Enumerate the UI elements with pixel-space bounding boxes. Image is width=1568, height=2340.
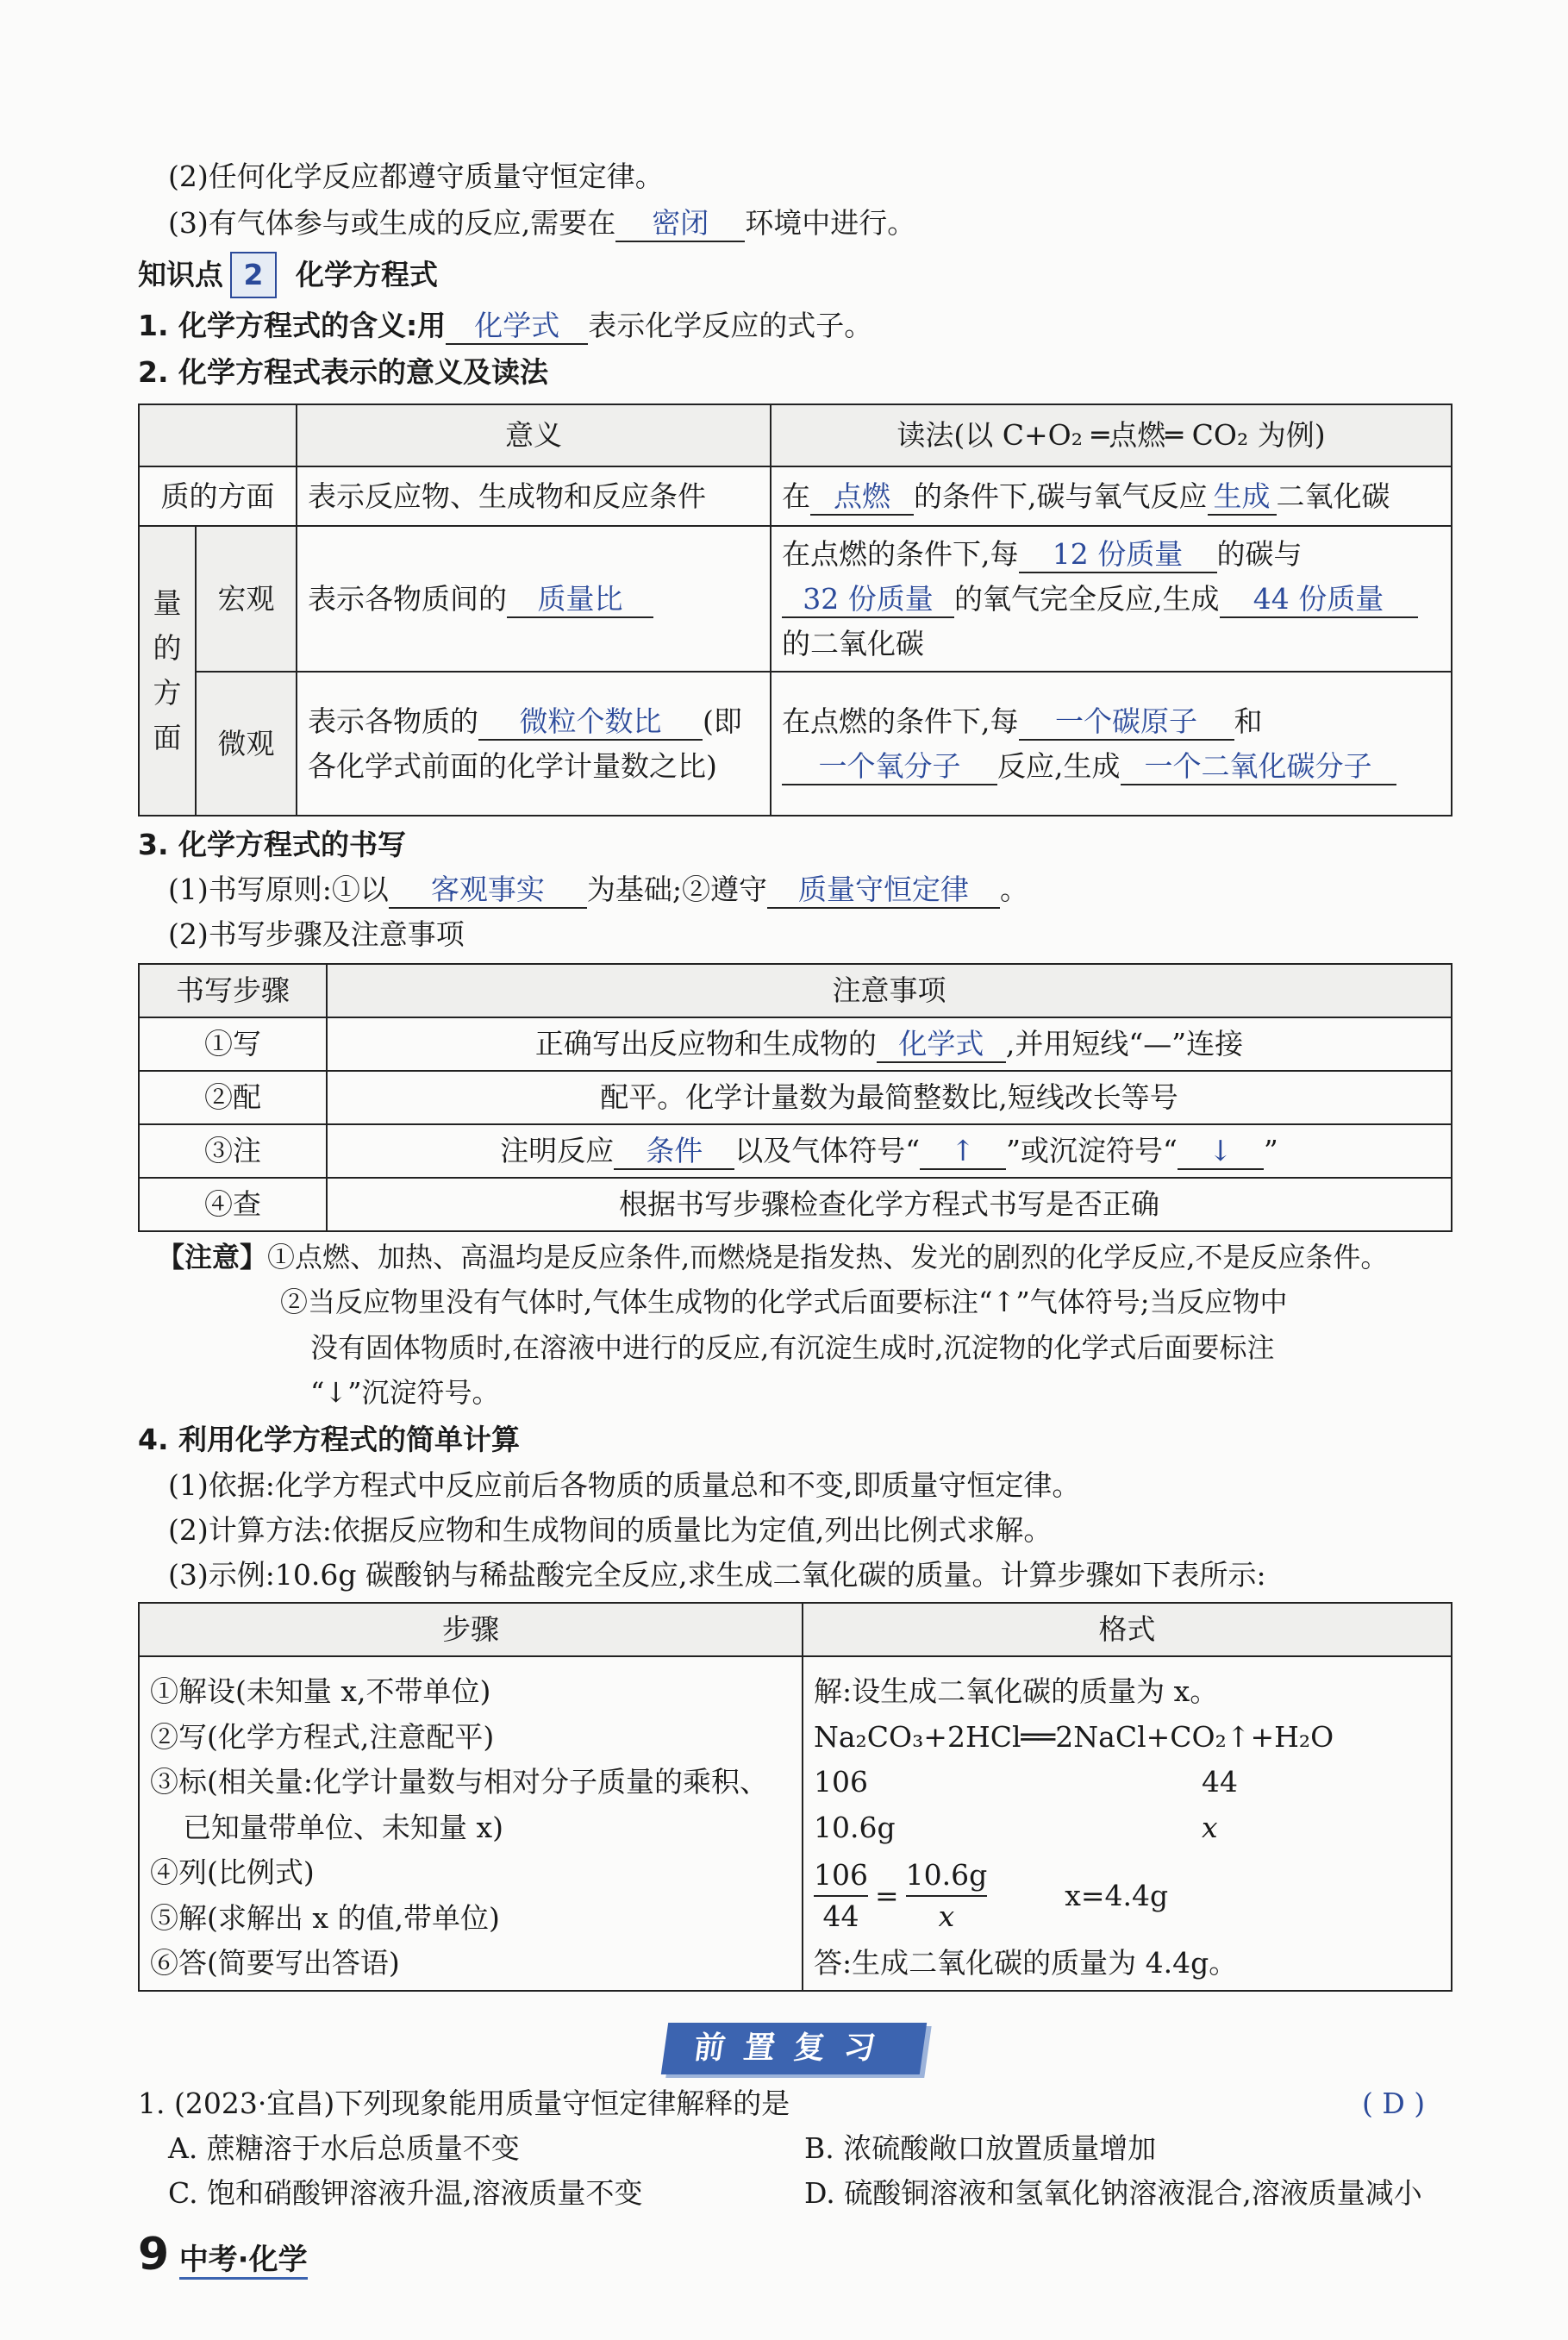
text: 的条件下,碳与氧气反应: [914, 479, 1208, 513]
answer-blank: 化学式: [446, 309, 588, 345]
chemical-equation: Na₂CO₃+2HCl══2NaCl+CO₂↑+H₂O: [814, 1719, 1334, 1754]
kp-number: 2: [230, 252, 277, 298]
answer-blank: 一个氧分子: [782, 749, 997, 785]
step-cell: ②配: [139, 1071, 327, 1124]
text: 。: [1000, 873, 1028, 906]
option-d[interactable]: D. 硫酸铜溶液和氢氧化钠溶液混合,溶液质量减小: [804, 2176, 1422, 2210]
mass-na2co3: 106: [814, 1765, 868, 1799]
step-item: ①解设(未知量 x,不带单位): [150, 1674, 491, 1708]
header-notes: 注意事项: [327, 964, 1452, 1017]
answer-blank: 质量守恒定律: [767, 873, 1000, 909]
text: 在点燃的条件下,每: [782, 704, 1019, 738]
header-format: 格式: [803, 1603, 1452, 1656]
known-row: [814, 1805, 1440, 1851]
header-step: 书写步骤: [139, 964, 327, 1017]
page-number: 9: [138, 2229, 170, 2281]
answer-blank: ↓: [1178, 1134, 1264, 1170]
step-item: ④列(比例式): [150, 1855, 315, 1889]
text: (1)书写原则:①以: [168, 873, 389, 906]
steps-cell: [139, 1656, 803, 1991]
answer-blank: ↑: [920, 1134, 1006, 1170]
note-label: 【注意】: [157, 1241, 268, 1273]
note-cell: [327, 1017, 1452, 1071]
question-1-answer: ( D ): [1362, 2087, 1426, 2120]
question-1-stem: 1. (2023·宜昌)下列现象能用质量守恒定律解释的是: [138, 2087, 790, 2120]
section-3-title: 3. 化学方程式的书写: [138, 828, 406, 861]
writing-steps-table: [138, 963, 1452, 1232]
step-item: ③标(相关量:化学计量数与相对分子质量的乘积、已知量带单位、未知量 x): [150, 1765, 768, 1844]
unknown-x: x: [1202, 1810, 1218, 1844]
section-2-title: 2. 化学方程式表示的意义及读法: [138, 355, 548, 389]
note-line-4: “↓”沉淀符号。: [310, 1376, 500, 1409]
book-title: 中考·化学: [179, 2243, 308, 2280]
section-banner: 前置复习: [661, 2023, 927, 2074]
text: 为基础;②遵守: [586, 873, 767, 906]
answer-blank: 密闭: [615, 206, 745, 242]
micro-meaning: [297, 672, 771, 816]
text: ①点燃、加热、高温均是反应条件,而燃烧是指发热、发光的剧烈的化学反应,不是反应条件。: [267, 1241, 1389, 1273]
calculation-table: [138, 1602, 1452, 1992]
quality-meaning: 表示反应物、生成物和反应条件: [297, 466, 771, 526]
answer-blank: 一个碳原子: [1019, 704, 1234, 741]
step-cell: ④查: [139, 1178, 327, 1231]
kp-label: 知识点: [138, 258, 223, 291]
text: 二氧化碳: [1276, 479, 1390, 513]
equation-meaning-table: [138, 404, 1452, 816]
text: ”: [1263, 1134, 1278, 1167]
knowledge-point-heading: [138, 252, 438, 298]
solution-setup: 解:设生成二氧化碳的质量为 x。: [814, 1674, 1219, 1708]
text: 的二氧化碳: [782, 626, 924, 660]
answer-blank: 一个二氧化碳分子: [1121, 749, 1396, 785]
answer-blank: 客观事实: [389, 873, 587, 909]
numerator: 106: [814, 1855, 868, 1897]
note-cell: [327, 1124, 1452, 1178]
fraction-2: [906, 1855, 988, 1936]
step-cell: ①写: [139, 1017, 327, 1071]
text: 表示各物质间的: [308, 581, 507, 616]
text: 在: [782, 479, 810, 513]
text: (即各化学式前面的化学计量数之比): [308, 704, 742, 783]
known-mass: 10.6g: [814, 1810, 896, 1844]
row-label-quantity: 量的方面: [139, 526, 196, 816]
answer-blank: 化学式: [877, 1027, 1006, 1063]
answer-blank: 32 份质量: [782, 582, 954, 618]
text: 反应,生成: [997, 748, 1121, 783]
note-cell: 配平。化学计量数为最简整数比,短线改长等号: [327, 1071, 1452, 1124]
header-reading: 读法(以 C+O₂ ═点燃═ CO₂ 为例): [771, 404, 1452, 466]
macro-reading: [771, 526, 1452, 672]
option-a[interactable]: A. 蔗糖溶于水后总质量不变: [168, 2131, 520, 2165]
corner-cell: [139, 404, 297, 466]
answer-blank: 微粒个数比: [478, 704, 703, 741]
answer-blank: 44 份质量: [1220, 582, 1418, 618]
intro-line-3: [168, 203, 915, 243]
text: 的氧气完全反应,生成: [954, 581, 1220, 616]
note-line-1: [157, 1237, 1388, 1277]
text: 1. 化学方程式的含义:用: [138, 309, 447, 342]
section-4-title: 4. 利用化学方程式的简单计算: [138, 1423, 520, 1456]
row-label-quality: 质的方面: [139, 466, 297, 526]
macro-meaning: [297, 526, 771, 672]
text: 的碳与: [1216, 536, 1303, 571]
page-footer: [138, 2229, 308, 2281]
step-item: ⑤解(求解出 x 的值,带单位): [150, 1900, 500, 1935]
text: 正确写出反应物和生成物的: [534, 1027, 877, 1061]
text: ,并用短线“—”连接: [1005, 1027, 1244, 1061]
calc-basis: (1)依据:化学方程式中反应前后各物质的质量总和不变,即质量守恒定律。: [168, 1468, 1081, 1502]
answer-blank: 生成: [1208, 479, 1277, 516]
intro-line-2: (2)任何化学反应都遵守质量守恒定律。: [168, 160, 664, 193]
denominator: x: [938, 1899, 955, 1933]
calc-method: (2)计算方法:依据反应物和生成物间的质量比为定值,列出比例式求解。: [168, 1513, 1053, 1547]
text: 表示化学反应的式子。: [588, 309, 873, 342]
step-cell: ③注: [139, 1124, 327, 1178]
text: 以及气体符号“: [734, 1134, 921, 1167]
answer-blank: 点燃: [810, 479, 914, 516]
row-label-macro: 宏观: [196, 526, 297, 672]
writing-steps-title: (2)书写步骤及注意事项: [168, 917, 465, 951]
result: x=4.4g: [1065, 1878, 1169, 1912]
step-item: ②写(化学方程式,注意配平): [150, 1719, 495, 1754]
fraction-1: [814, 1855, 868, 1936]
mass-co2: 44: [1202, 1765, 1238, 1799]
text: 在点燃的条件下,每: [782, 536, 1019, 571]
text: ”或沉淀符号“: [1006, 1134, 1178, 1167]
equals-sign: =: [875, 1878, 899, 1912]
section-1: [138, 306, 872, 346]
note-line-2: ②当反应物里没有气体时,气体生成物的化学式后面要标注“↑”气体符号;当反应物中: [280, 1286, 1288, 1318]
answer-blank: 条件: [614, 1134, 734, 1170]
row-label-micro: 微观: [196, 672, 297, 816]
relative-mass-row: [814, 1760, 1440, 1805]
note-line-3: 没有固体物质时,在溶液中进行的反应,有沉淀生成时,沉淀物的化学式后面要标注: [310, 1331, 1275, 1364]
text: (3)有气体参与或生成的反应,需要在: [168, 206, 616, 240]
option-c[interactable]: C. 饱和硝酸钾溶液升温,溶液质量不变: [168, 2176, 643, 2210]
answer-blank: 质量比: [507, 582, 653, 618]
answer-statement: 答:生成二氧化碳的质量为 4.4g。: [814, 1946, 1238, 1980]
writing-principles: [168, 870, 1028, 910]
step-item: ⑥答(简要写出答语): [150, 1946, 400, 1980]
micro-reading: [771, 672, 1452, 816]
quality-reading: [771, 466, 1452, 526]
header-meaning: 意义: [297, 404, 771, 466]
text: 注明反应: [500, 1134, 615, 1167]
text: 和: [1234, 704, 1263, 738]
proportion-row: [814, 1850, 1440, 1941]
answer-blank: 12 份质量: [1019, 537, 1217, 573]
kp-title: 化学方程式: [296, 258, 438, 291]
note-cell: 根据书写步骤检查化学方程式书写是否正确: [327, 1178, 1452, 1231]
format-cell: [803, 1656, 1452, 1991]
text: 环境中进行。: [745, 206, 916, 240]
calc-example: (3)示例:10.6g 碳酸钠与稀盐酸完全反应,求生成二氧化碳的质量。计算步骤如下表所示:: [168, 1558, 1266, 1592]
header-steps: 步骤: [139, 1603, 803, 1656]
option-b[interactable]: B. 浓硫酸敞口放置质量增加: [804, 2131, 1157, 2165]
text: 表示各物质的: [308, 704, 478, 738]
numerator: 10.6g: [906, 1855, 988, 1897]
denominator: 44: [822, 1899, 859, 1933]
